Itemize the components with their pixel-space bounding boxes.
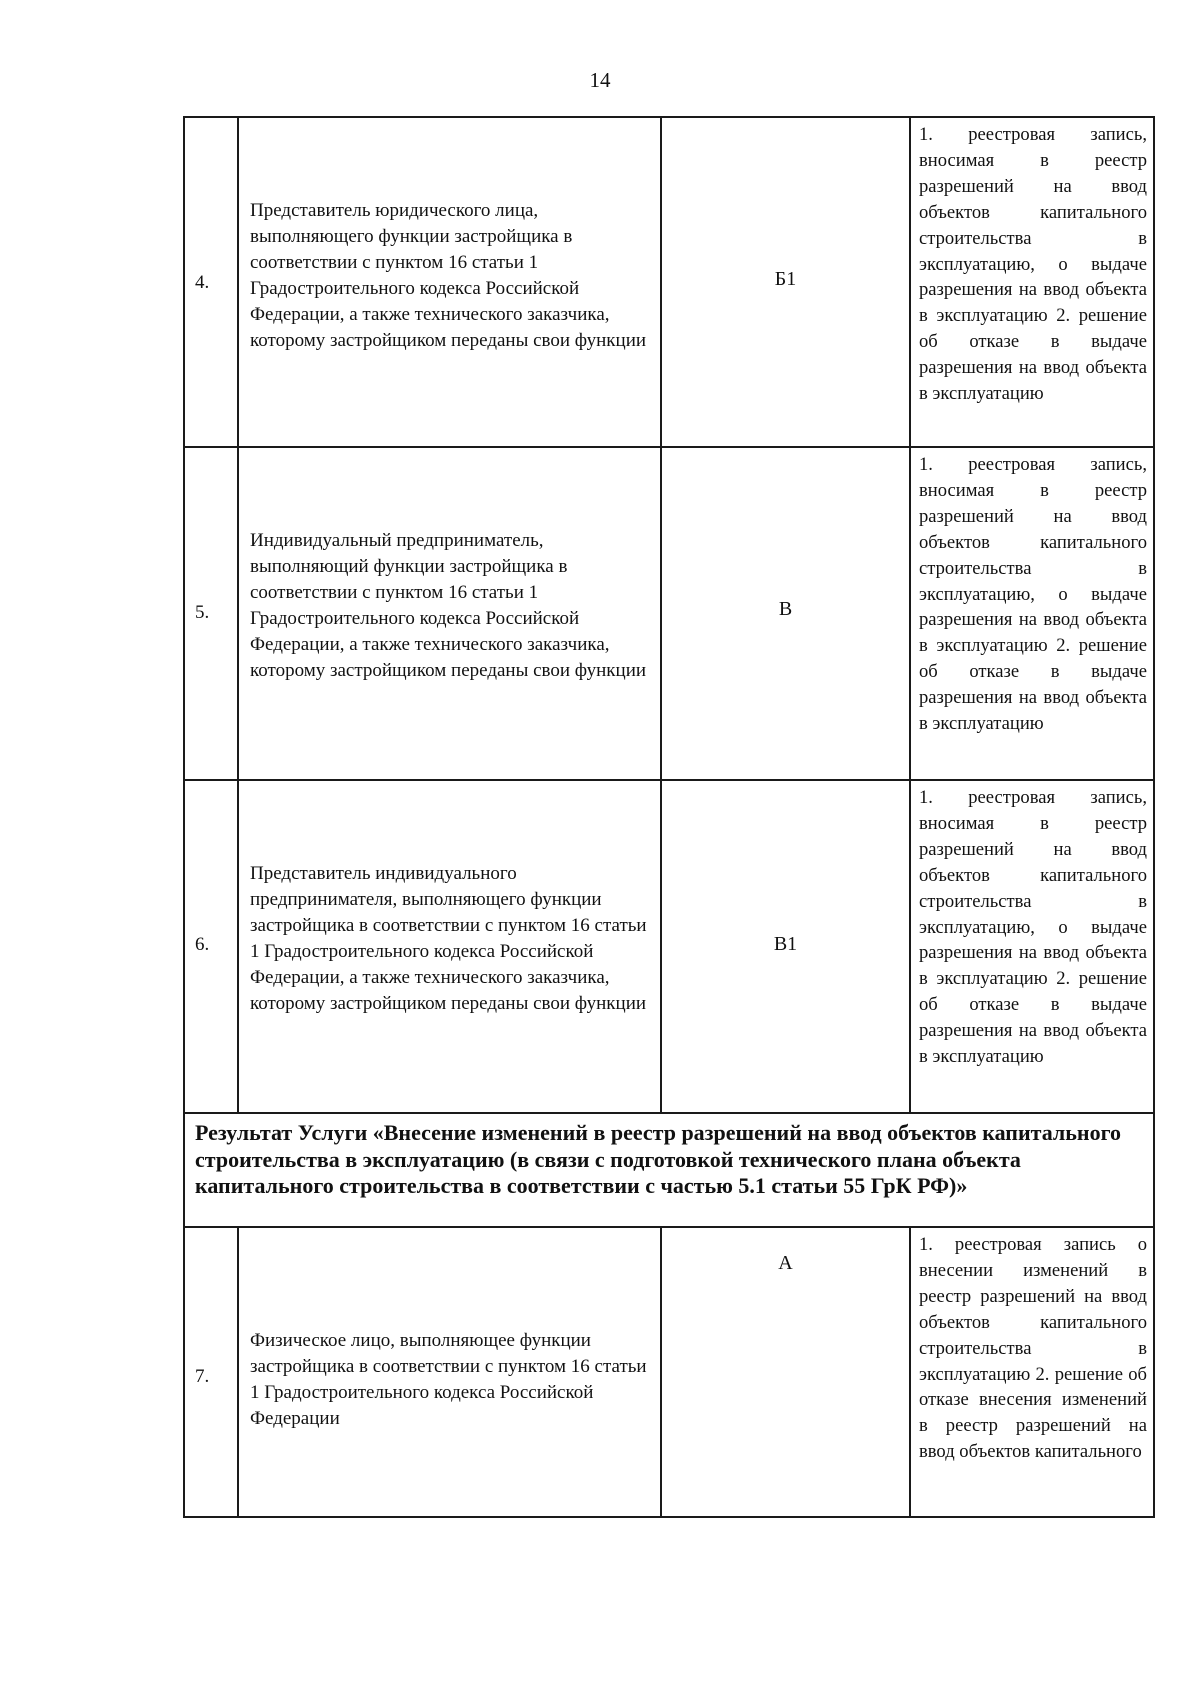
- table-row-7: [183, 1228, 1155, 1518]
- table-row-4: [183, 116, 1155, 448]
- applicant-code-cell: [662, 781, 911, 1112]
- applicant-code: В1: [773, 933, 798, 955]
- row-number: 6.: [195, 934, 210, 955]
- applicant-description: Физическое лицо, выполняющее функции застройщика в соответствии с пунктом 16 статьи 1 Градостроительного кодекса Российской Федерации: [250, 1330, 647, 1429]
- result-cell: [911, 448, 1153, 779]
- applicant-description-cell: [239, 781, 662, 1112]
- row-number: 4.: [195, 272, 210, 293]
- applicant-code-cell: [662, 1228, 911, 1516]
- row-number-cell: [185, 448, 239, 779]
- section-heading-row: [183, 1114, 1155, 1228]
- applicant-code: А: [778, 1252, 793, 1274]
- applicant-code: Б1: [774, 268, 797, 290]
- applicant-description: Представитель индивидуального предпринимателя, выполняющего функции застройщика в соответствии с пунктом 16 статьи 1 Градостроительного кодекса Российской Федерации, а также технического заказчика, которому застройщиком переданы свои функции: [250, 863, 647, 1014]
- section-heading: Результат Услуги «Внесение изменений в реестр разрешений на ввод объектов капитального строительства в эксплуатацию (в связи с подготовкой технического плана объекта капитального строительства в соответствии с частью 5.1 статьи 55 ГрК РФ)»: [195, 1120, 1122, 1198]
- applicant-code-cell: [662, 448, 911, 779]
- applicant-description: Представитель юридического лица, выполняющего функции застройщика в соответствии с пунктом 16 статьи 1 Градостроительного кодекса Российской Федерации, а также технического заказчика, которому застройщиком переданы свои функции: [250, 200, 647, 351]
- row-number-cell: [185, 781, 239, 1112]
- row-number: 5.: [195, 602, 210, 623]
- row-number-cell: [185, 1228, 239, 1516]
- result-cell: [911, 781, 1153, 1112]
- applicant-code: В: [778, 598, 793, 620]
- row-number-cell: [185, 118, 239, 446]
- result-text: 1. реестровая запись, вносимая в реестр разрешений на ввод объектов капитального строительства в эксплуатацию, о выдаче разрешения на ввод объекта в эксплуатацию 2. решение об отказе в выдаче разрешения на ввод объекта в эксплуатацию: [919, 124, 1147, 405]
- results-table: [183, 116, 1155, 1518]
- result-text: 1. реестровая запись, вносимая в реестр разрешений на ввод объектов капитального строительства в эксплуатацию, о выдаче разрешения на ввод объекта в эксплуатацию 2. решение об отказе в выдаче разрешения на ввод объекта в эксплуатацию: [919, 787, 1147, 1068]
- applicant-code-cell: [662, 118, 911, 446]
- result-text: 1. реестровая запись о внесении изменений в реестр разрешений на ввод объектов капитального строительства в эксплуатацию 2. решение об отказе внесения изменений в реестр разрешений на ввод объектов капитального: [919, 1234, 1147, 1463]
- applicant-description-cell: [239, 1228, 662, 1516]
- result-cell: [911, 118, 1153, 446]
- result-text: 1. реестровая запись, вносимая в реестр разрешений на ввод объектов капитального строительства в эксплуатацию, о выдаче разрешения на ввод объекта в эксплуатацию 2. решение об отказе в выдаче разрешения на ввод объекта в эксплуатацию: [919, 454, 1147, 735]
- applicant-description-cell: [239, 118, 662, 446]
- page-number: 14: [589, 68, 611, 92]
- table-row-5: [183, 448, 1155, 781]
- table-row-6: [183, 781, 1155, 1114]
- row-number: 7.: [195, 1366, 210, 1387]
- applicant-description: Индивидуальный предприниматель, выполняющий функции застройщика в соответствии с пунктом 16 статьи 1 Градостроительного кодекса Российской Федерации, а также технического заказчика, которому застройщиком переданы свои функции: [250, 530, 647, 681]
- result-cell: [911, 1228, 1153, 1516]
- applicant-description-cell: [239, 448, 662, 779]
